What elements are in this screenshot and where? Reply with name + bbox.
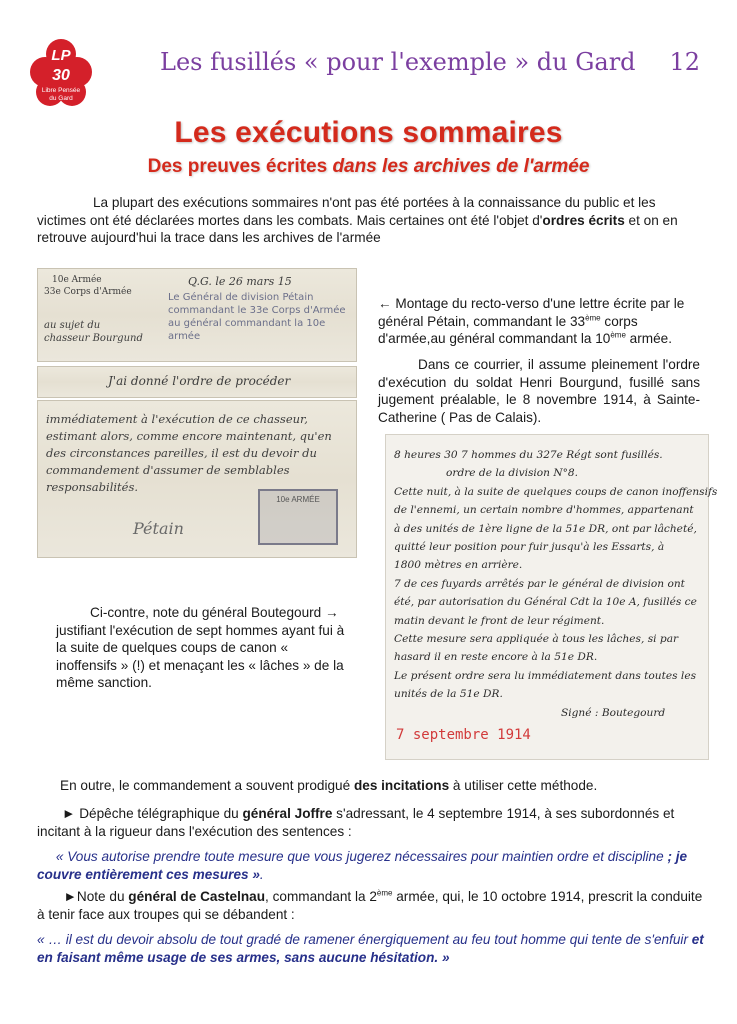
note-line: Signé : Boutegourd bbox=[561, 706, 666, 719]
note-line: 7 de ces fuyards arrêtés par le général de division ont bbox=[394, 577, 685, 590]
note-line: Cette mesure sera appliquée à tous les lâches, si par bbox=[394, 633, 679, 645]
castelnau-quote: « … il est du devoir absolu de tout gradé de ramener énergiquement au feu tout homme qui tente de s'enfuir et en faisant même usage de ses armes, sans aucune hésitation. » bbox=[37, 932, 704, 965]
svg-text:du Gard: du Gard bbox=[49, 95, 73, 102]
main-title: Les exécutions sommaires bbox=[174, 116, 563, 149]
libre-pensee-logo bbox=[28, 34, 94, 116]
intro-bold: ordres écrits bbox=[542, 212, 625, 228]
petain-signature: Pétain bbox=[133, 519, 184, 538]
subtitle-part1: Des preuves écrites bbox=[147, 156, 333, 177]
header-title: Les fusillés « pour l'exemple » du Gard bbox=[160, 48, 636, 76]
note-line: Le présent ordre sera lu immédiatement dans toutes les bbox=[394, 669, 697, 682]
note-line: 1800 mètres en arrière. bbox=[394, 559, 523, 572]
note-line: Cette nuit, à la suite de quelques coups de canon inoffensifs bbox=[394, 485, 718, 498]
petain-letter-scan-bottom: immédiatement à l'exécution de ce chasseur, estimant alors, comme encore maintenant, qu'en des circonstances pareilles, il est du devoir du commandement d'assumer de semblables responsabilités. Pétain 10e ARMÉE bbox=[37, 400, 357, 558]
note-line: de l'ennemi, un certain nombre d'hommes, appartenant bbox=[394, 504, 694, 517]
note-line: matin devant le front de leur régiment. bbox=[394, 614, 605, 627]
bullet-arrow-icon: ► bbox=[62, 806, 80, 821]
logo-text: LP bbox=[51, 47, 71, 64]
joffre-paragraph: ► Dépêche télégraphique du général Joffre s'adressant, le 4 septembre 1914, à ses subordonnés et incitant à la rigueur dans l'exécution des sentences : bbox=[37, 806, 675, 839]
note-line: hasard il en reste encore à la 51e DR. bbox=[394, 651, 598, 664]
letter-signature-block: Le Général de division Pétain commandant le 33e Corps d'Armée au général commandant la 10e armée bbox=[168, 292, 346, 342]
note-line: été, par autorisation du Général Cdt la 10e A, fusillés ce bbox=[394, 596, 697, 609]
note-date-stamp: 7 septembre 1914 bbox=[396, 727, 531, 743]
page-number: 12 bbox=[669, 48, 700, 76]
letter-caption: ← Montage du recto-verso d'une lettre écrite par le général Pétain, commandant le 33ème corps d'armée,au général commandant la 10ème armée. bbox=[378, 296, 685, 346]
logo-flower-icon bbox=[28, 34, 94, 116]
subtitle-part2: dans les archives de l'armée bbox=[332, 156, 590, 177]
castelnau-paragraph: ►Note du général de Castelnau, commandant la 2ème armée, qui, le 10 octobre 1914, prescrit la conduite à tenir face aux troupes qui se débandent : bbox=[37, 888, 703, 922]
intro-paragraph: La plupart des exécutions sommaires n'ont pas été portées à la connaissance du public et les victimes ont été déclarées mortes dans les combats. Mais certaines ont été l'objet d'ordres écrits et on en retrouve aujourd'hui la trace dans les archives de l'armée bbox=[37, 195, 678, 245]
note-line: quitté leur position pour fuir jusqu'à les Essarts, à bbox=[394, 541, 665, 553]
petain-letter-scan-middle: J'ai donné l'ordre de procéder bbox=[37, 366, 357, 398]
svg-text:30: 30 bbox=[52, 67, 70, 84]
incitations-paragraph: En outre, le commandement a souvent prodigué des incitations à utiliser cette méthode. bbox=[60, 778, 598, 793]
svg-text:Libre Pensée: Libre Pensée bbox=[41, 87, 81, 94]
note-line: à des unités de 1ère ligne de la 51e DR, ont par lâcheté, bbox=[394, 522, 697, 535]
bullet-arrow-icon: ► bbox=[63, 889, 77, 904]
archive-stamp: 10e ARMÉE bbox=[258, 489, 338, 545]
subtitle bbox=[0, 156, 737, 178]
note-line: ordre de la division N°8. bbox=[446, 467, 579, 480]
letter-caption-detail: Dans ce courrier, il assume pleinement l'ordre d'exécution du soldat Henri Bourgund, fusillé sans jugement préalable, le 8 novembre 1914, à Sainte-Catherine ( Pas de Calais). bbox=[378, 357, 700, 425]
boutegourd-note-scan bbox=[385, 434, 718, 760]
note-line: unités de la 51e DR. bbox=[394, 688, 503, 701]
left-arrow-icon: ← bbox=[378, 296, 396, 311]
note-caption: Ci-contre, note du général Boutegourd → justifiant l'exécution de sept hommes ayant fui à la suite de quelques coups de canon « inoffensifs » (!) et menaçant les « lâches » de la même sanction. bbox=[56, 605, 345, 690]
joffre-quote: « Vous autorise prendre toute mesure que vous jugerez nécessaires pour maintien ordre et discipline ; je couvre entièrement ces mesures ». bbox=[37, 849, 688, 882]
petain-letter-scan-top: 10e Armée 33e Corps d'Armée au sujet du chasseur Bourgund Q.G. le 26 mars 15 Le Général de division Pétain commandant le 33e Corps d'Armée au général commandant la 10e armée bbox=[37, 268, 357, 362]
note-line: 8 heures 30 7 hommes du 327e Régt sont fusillés. bbox=[394, 449, 663, 461]
